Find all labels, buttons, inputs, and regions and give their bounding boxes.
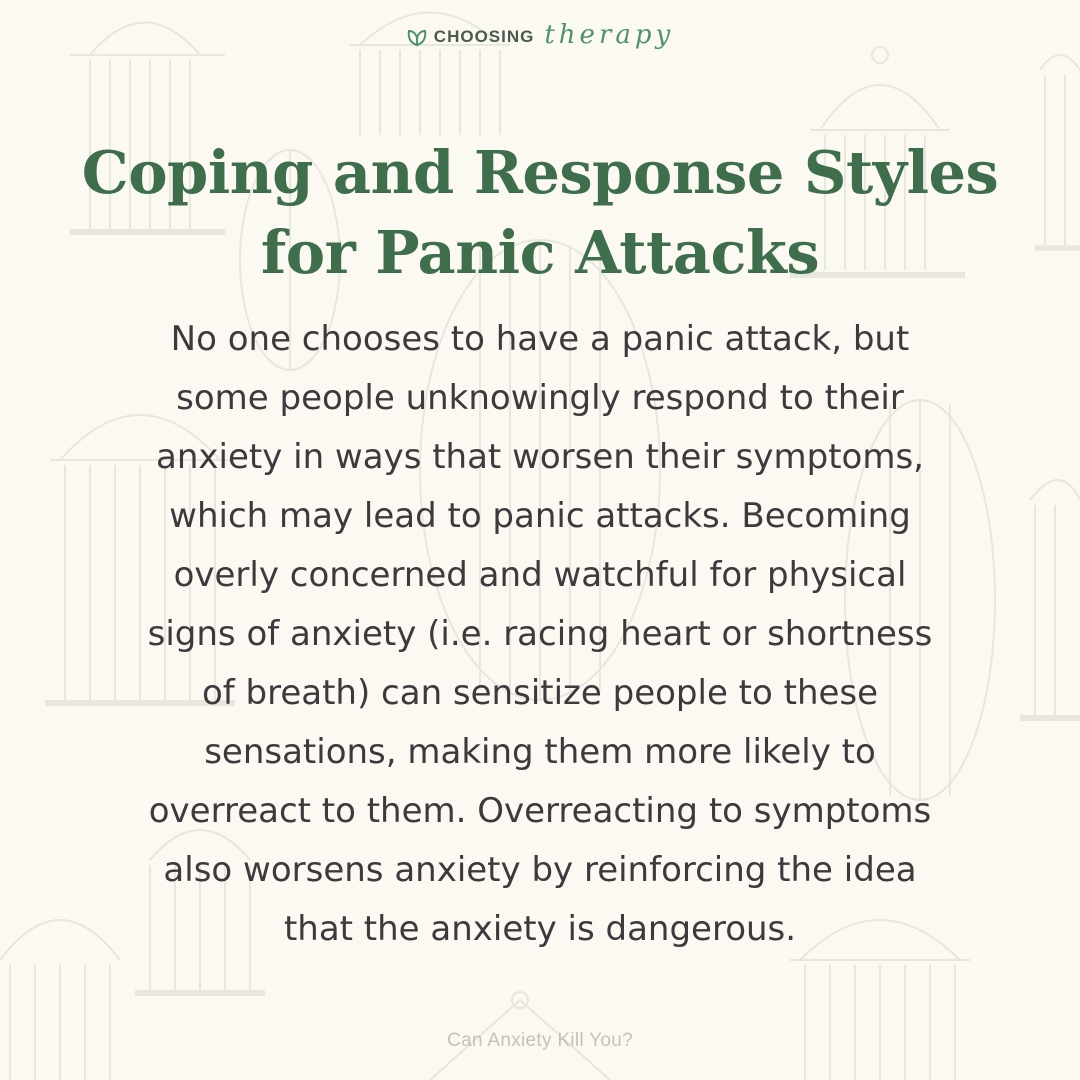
title-line: Coping and Response Styles <box>81 138 999 207</box>
body-line: overreact to them. Overreacting to symptoms <box>148 791 932 831</box>
title-line: for Panic Attacks <box>260 218 820 287</box>
body-paragraph <box>100 310 980 959</box>
body-line: No one chooses to have a panic attack, but <box>170 319 910 359</box>
brand-logo <box>0 22 1080 52</box>
body-line: overly concerned and watchful for physical <box>173 555 907 595</box>
body-line: that the anxiety is dangerous. <box>283 909 797 949</box>
body-line: signs of anxiety (i.e. racing heart or shortness <box>147 614 933 654</box>
body-line: some people unknowingly respond to their <box>176 378 904 418</box>
body-line: anxiety in ways that worsen their symptoms, <box>156 437 924 477</box>
logo-script-text: therapy <box>544 20 675 50</box>
body-line: which may lead to panic attacks. Becoming <box>169 496 911 536</box>
body-line: sensations, making them more likely to <box>204 732 876 772</box>
logo-wordmark: CHOOSING <box>433 27 535 46</box>
body-line: also worsens anxiety by reinforcing the idea <box>163 850 917 890</box>
footer-caption: Can Anxiety Kill You? <box>447 1030 633 1051</box>
leaf-icon <box>406 26 428 48</box>
page-title <box>60 133 1020 293</box>
body-line: of breath) can sensitize people to these <box>201 673 879 713</box>
